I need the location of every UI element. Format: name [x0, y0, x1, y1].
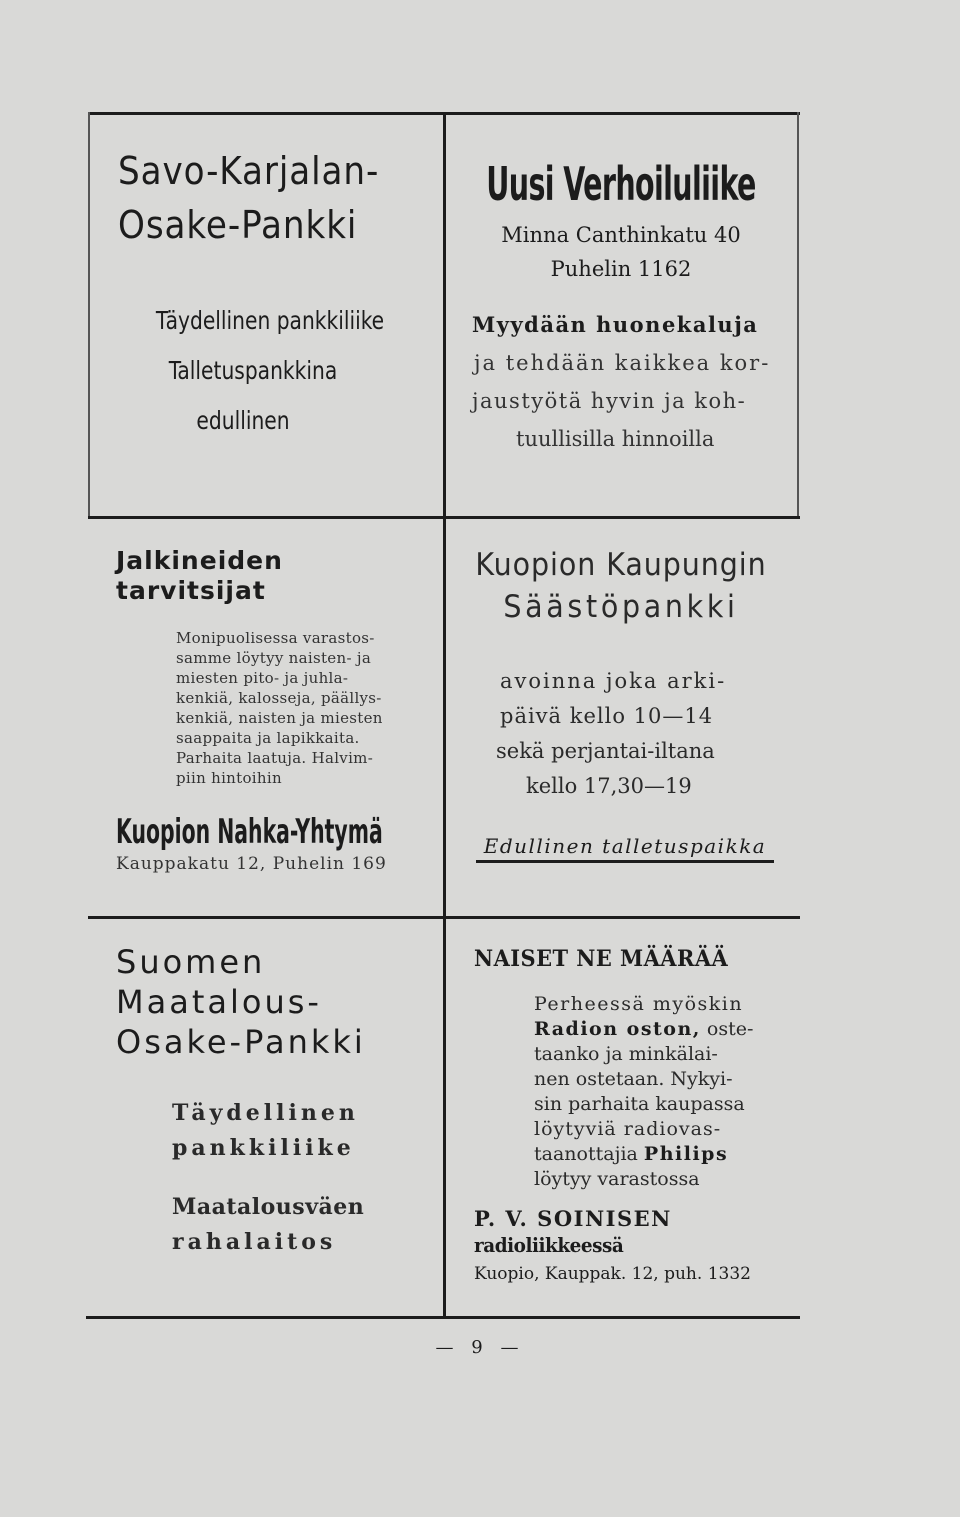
- right-edge: [797, 112, 799, 516]
- shop-address: Kuopio, Kauppak. 12, puh. 1332: [474, 1264, 751, 1284]
- bank-sub-line4: rahalaitos: [172, 1229, 337, 1255]
- shop-body-line4: tuullisilla hinnoilla: [516, 427, 715, 451]
- bank-title-line2: Maatalous-: [116, 983, 322, 1021]
- ad-body-line1: Monipuolisessa varastos-: [176, 629, 375, 647]
- ad-body-line8: löytyy varastossa: [534, 1168, 700, 1190]
- bank-hours-line2: päivä kello 10—14: [500, 704, 714, 728]
- ad-kuopion-saastopankki: [460, 544, 782, 904]
- shop-body-line3: jaustyötä hyvin ja koh-: [472, 389, 747, 413]
- bank-sub-line1: Täydellinen: [172, 1100, 359, 1126]
- advertisement-page: [88, 112, 800, 1320]
- company-name: Kuopion Nahka-Yhtymä: [116, 812, 383, 852]
- bank-title-line3: Osake-Pankki: [116, 1023, 366, 1061]
- ad-body-line7: Parhaita laatuja. Halvim-: [176, 749, 374, 767]
- ad-title-line1: Jalkineiden: [116, 546, 283, 575]
- ad-body-line5: sin parhaita kaupassa: [534, 1093, 745, 1115]
- ad-body-line2: Radion oston, oste-: [534, 1018, 754, 1040]
- ad-jalkineiden-tarvitsijat: [116, 546, 426, 906]
- ad-body-line2: samme löytyy naisten- ja: [176, 649, 372, 667]
- ad-title-line2: tarvitsijat: [116, 576, 266, 605]
- ad-title: NAISET NE MÄÄRÄÄ: [474, 946, 729, 972]
- bank-title-line1: Kuopion Kaupungin: [475, 547, 767, 583]
- ad-body-line4: kenkiä, kalosseja, päällys-: [176, 689, 382, 707]
- ad-body-line4: nen ostetaan. Nykyi-: [534, 1068, 733, 1090]
- bank-hours-line1: avoinna joka arki-: [500, 669, 727, 693]
- shop-address: Minna Canthinkatu 40: [501, 223, 741, 247]
- bank-sub-line3: edullinen: [196, 406, 290, 435]
- bank-name-line1: Savo-Karjalan-: [118, 149, 380, 193]
- bank-title-line2: Säästöpankki: [503, 589, 739, 625]
- bank-sub-line2: pankkiliike: [172, 1135, 355, 1161]
- shop-name: radioliikkeessä: [474, 1233, 624, 1257]
- bank-sub-line1: Täydellinen pankkiliike: [155, 306, 385, 335]
- ad-body-line3: miesten pito- ja juhla-: [176, 669, 349, 687]
- shop-title: Uusi Verhoiluliike: [486, 157, 756, 211]
- ad-body-line3: taanko ja minkälai-: [534, 1043, 718, 1065]
- ad-body-line5: kenkiä, naisten ja miesten: [176, 709, 383, 727]
- left-edge: [88, 112, 90, 516]
- ad-uusi-verhoiluliike: [460, 156, 782, 506]
- seller-name: P. V. SOINISEN: [474, 1206, 672, 1231]
- bank-tagline: Edullinen talletuspaikka: [476, 834, 774, 863]
- ad-body-line8: piin hintoihin: [176, 769, 282, 787]
- ad-body-line6: saappaita ja lapikkaita.: [176, 729, 360, 747]
- shop-body-line2: ja tehdään kaikkea kor-: [474, 351, 771, 375]
- ad-body-line1: Perheessä myöskin: [534, 993, 744, 1015]
- shop-body-bold: Myydään huonekaluja: [472, 312, 759, 337]
- ad-naiset-ne-maaraa: [474, 946, 786, 1306]
- ad-suomen-maatalous-pankki: [116, 942, 436, 1302]
- ad-savo-karjalan-pankki: [118, 144, 428, 504]
- ad-body-line6: löytyviä radiovas-: [534, 1118, 722, 1140]
- bank-sub-line3: Maatalousväen: [172, 1194, 365, 1220]
- bank-hours-line4: kello 17,30—19: [526, 774, 692, 798]
- shop-phone: Puhelin 1162: [550, 257, 692, 281]
- column-rule: [443, 112, 446, 1319]
- bank-name-line2: Osake-Pankki: [118, 203, 358, 247]
- bank-sub-line2: Talletuspankkina: [168, 356, 338, 385]
- page-number: — 9 —: [435, 1337, 525, 1358]
- company-address: Kauppakatu 12, Puhelin 169: [116, 854, 387, 874]
- bank-title-line1: Suomen: [116, 943, 266, 981]
- ad-body-line7: taanottajia Philips: [534, 1143, 729, 1165]
- bank-hours-line3: sekä perjantai-iltana: [496, 739, 715, 763]
